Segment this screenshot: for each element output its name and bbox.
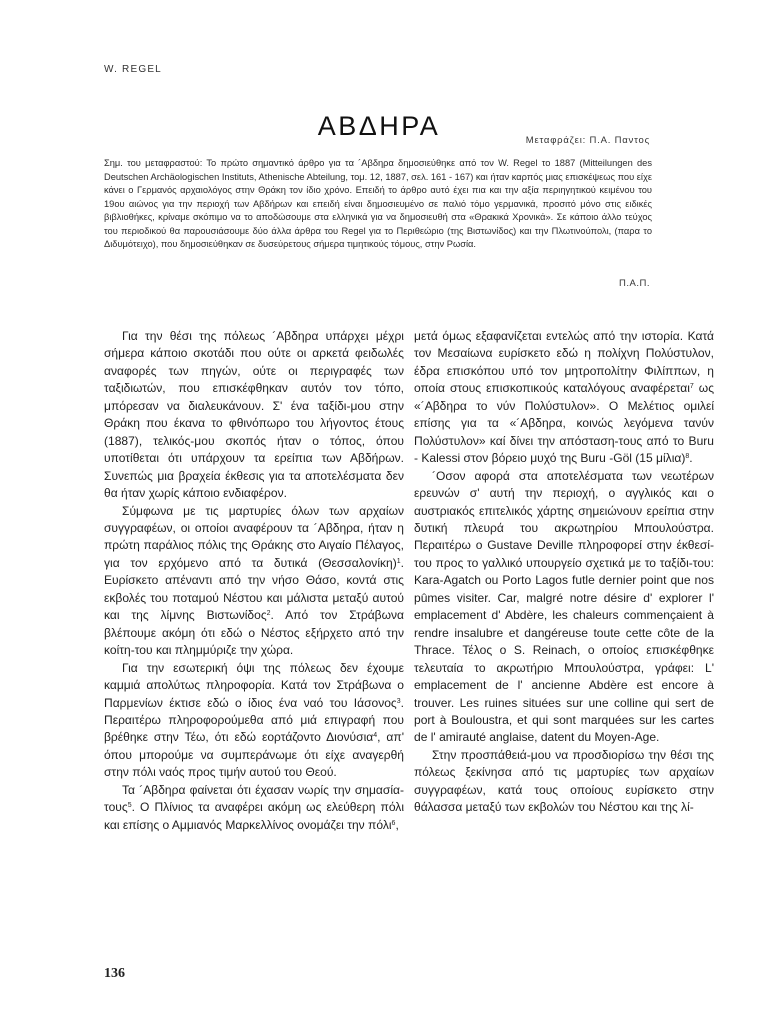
body-paragraph xyxy=(414,468,714,747)
footnote-ref: 5 xyxy=(127,802,132,810)
paragraph-text: . xyxy=(689,451,693,466)
paragraph-text: . Από τον Στράβωνα βλέπουμε ακόμη ότι εδώ ο Νέστος εξήρχετο από την κοίτη-του και πλημμύριζε την χώρα. xyxy=(104,608,404,658)
footnote-ref: 8 xyxy=(685,453,690,461)
body-column-right xyxy=(414,328,714,817)
paragraph-text: ´Οσον αφορά στα αποτελέσματα των νεωτέρων ερευνών σ' αυτή την περιοχή, ο αγγλικός και ο αυστριακός επιτελικός χάρτης σημειώνουν ερείπια στην δυτική πλευρά του ακρωτηρίου Μπουλούστρα. Περαιτέρω ο Gustave Deville πληροφορεί στην έκθεσί-του προς το γαλλικό υπουργείο σχετικά με το ταξίδι-του: Kara-Agatch ou Porto Lagos futle dernier point que nos pûmes visiter. Car, malgré notre désire d' explorer l' emplacement d' Abdère, les chaleurs commençaient à rendre insalubre et dangéreuse toute cette côte de la Thrace. Τέλος ο S. Reinach, ο οποίος επισκέφθηκε τελευταία το ακρωτήριο Μπουλούστρα, γράφει: L' emplacement de l' ancienne Abdère est encore à trouver. Les ruines situées sur une colline qui sert de port à Bouloustra, et qui sont marquées sur les cartes de l' amirauté anglaise, datent du Moyen-Age. xyxy=(414,468,714,745)
body-paragraph xyxy=(104,503,404,660)
paragraph-text: ως «´Αβδηρα το νύν Πολύστυλον». Ο Μελέτιος ομιλεί επίσης για τα «´Αβδηρα, κοινώς λεγόμενα τανύν Πολύστυλον» καί δίνει την απόσταση-τους από το Buru - Kalessi στον βόρειο μυχό της Buru -Göl (15 μίλια) xyxy=(414,381,714,466)
translator-note: Σημ. του μεταφραστού: Το πρώτο σημαντικό άρθρο για τα ´Αβδηρα δημοσιεύθηκε από τον W. Regel το 1887 (Mitteilungen des Deutschen Archäologischen Instituts, Athenische Abteilung, τομ. 12, 1887, σελ. 161 - 167) και ήταν καρπός μιας επισκέψεως που είχε κάνει ο Γερμανός αρχαιολόγος στην Θράκη τον ίδιο χρόνο. Επειδή το άρθρο αυτό έχει πια και την αξία περιηγητικού κειμένου του 19ου αιώνος για την περιοχή των Αβδήρων και επειδή είναι δημοσιευμένο σε παλιό τόμο γερμανικά, προσιτό μόνο στις ειδικές βιβλιοθήκες, κρίναμε σκόπιμο να το αποδώσουμε στα ελληνικά για να δημοσιευθή στα «Θρακικά Χρονικά». Σε κάποιο άλλο τεύχος του περιοδικού θα παρουσιάσουμε δύο άλλα άρθρα του Regel για το Περιθεώριο (της Βιστωνίδος) και την Πλωτινούπολι, (παρα το Διδυμότειχο), που δημοσιεύθηκαν σε δυσεύρετους σήμερα τιμητικούς τόμους, στην Ρωσία. xyxy=(104,158,652,250)
footnote-ref: 1 xyxy=(396,557,401,565)
paragraph-text: μετά όμως εξαφανίζεται εντελώς από την ιστορία. Κατά τον Μεσαίωνα ευρίσκετο εδώ η πολίχνη Πολύστυλον, έδρα επισκόπου υπό τον μητροπολίτην Φιλίππων, η οποία στους επισκοπικούς καταλόγους αναφέρεται xyxy=(414,329,714,396)
paragraph-text: . Ο Πλίνιος τα αναφέρει ακόμη ως ελεύθερη πόλι και επίσης ο Αμμιανός Μαρκελλίνος ονομάζει την πόλι xyxy=(104,800,404,832)
body-paragraph xyxy=(104,328,404,503)
body-paragraph xyxy=(104,782,404,834)
body-column-left xyxy=(104,328,404,834)
footnote-ref: 4 xyxy=(373,732,378,740)
translator-note-signature: Π.Α.Π. xyxy=(619,278,650,289)
paragraph-text: , απ' όπου μπορούμε να συμπεράνωμε ότι είχε αναγερθή στην πόλι ναός προς τιμήν αυτού του Θεού. xyxy=(104,730,404,780)
paragraph-text: Τα ´Αβδηρα φαίνεται ότι έχασαν νωρίς την σημασία-τους xyxy=(104,782,404,815)
body-paragraph xyxy=(414,328,714,468)
page-number: 136 xyxy=(104,966,125,981)
footnote-ref: 3 xyxy=(396,697,401,705)
footnote-ref: 6 xyxy=(391,819,396,827)
footnote-ref: 7 xyxy=(689,383,694,391)
body-paragraph xyxy=(104,660,404,782)
paragraph-text: Για την θέσι της πόλεως ´Αβδηρα υπάρχει μέχρι σήμερα κάποιο σκοτάδι που ούτε οι αρκετά φειδωλές αναφορές των πηγών, ούτε οι περιγραφές των ταξιδιωτών, που επισκέφθηκαν αυτόν τον τόπο, μπόρεσαν να διαλευκάνουν. Σ' ένα ταξίδι-μου στην Θράκη που έκανα το φθινόπωρο του λήγοντος έτους (1887), τελικός-μου σκοπός ήταν ο τόπος, όπου υποτίθεται ότι υπάρχουν τα ερείπια των Αβδήρων. Συνεπώς μια βραχεία έκθεσις για τα αποτελέσματα δεν θα ήταν χωρίς κάποιο ενδιαφέρον. xyxy=(104,329,404,501)
article-title: ΑΒΔΗΡΑ xyxy=(317,111,441,142)
paragraph-text: . Ευρίσκετο απέναντι από την νήσο Θάσο, κοντά στις εκβολές του ποταμού Νέστου και μάλιστα μεταξύ αυτού και της λίμνης Βιστωνίδος xyxy=(104,555,404,623)
paragraph-text: , xyxy=(395,817,399,832)
footnote-ref: 2 xyxy=(266,610,271,618)
paragraph-text: . Περαιτέρω πληροφορούμεθα από μιά επιγραφή που βρέθηκε στην Τέω, ότι εδώ εορτάζοντο Διονύσια xyxy=(104,695,404,745)
paragraph-text: Για την εσωτερική όψι της πόλεως δεν έχουμε καμμιά απολύτως πληροφορία. Κατά τον Στράβωνα ο Παρμενίων έκτισε εδώ ο ίδιος ένα ναό του Ιάσονος xyxy=(104,660,404,710)
body-paragraph xyxy=(414,747,714,817)
paragraph-text: Στην προσπάθειά-μου να προσδιορίσω την θέσι της πόλεως ξεκίνησα από τις μαρτυρίες των αρχαίων συγγραφέων, κατά τους οποίους ευρίσκετο στην θάλασσα μεταξύ των εκβολών του Νέστου και της λί- xyxy=(414,747,714,815)
author-name: W. REGEL xyxy=(104,64,162,75)
paragraph-text: Σύμφωνα με τις μαρτυρίες όλων των αρχαίων συγγραφέων, οι οποίοι αναφέρουν τα ´Αβδηρα, ήταν η πρώτη παράλιος πόλις της Θράκης στο Αιγαίο Πέλαγος, για τον ερχόμενο από τα δυτικά (Θεσσαλονίκη) xyxy=(104,503,404,570)
translator-credit: Μεταφράζει: Π.Α. Παντος xyxy=(525,135,650,146)
